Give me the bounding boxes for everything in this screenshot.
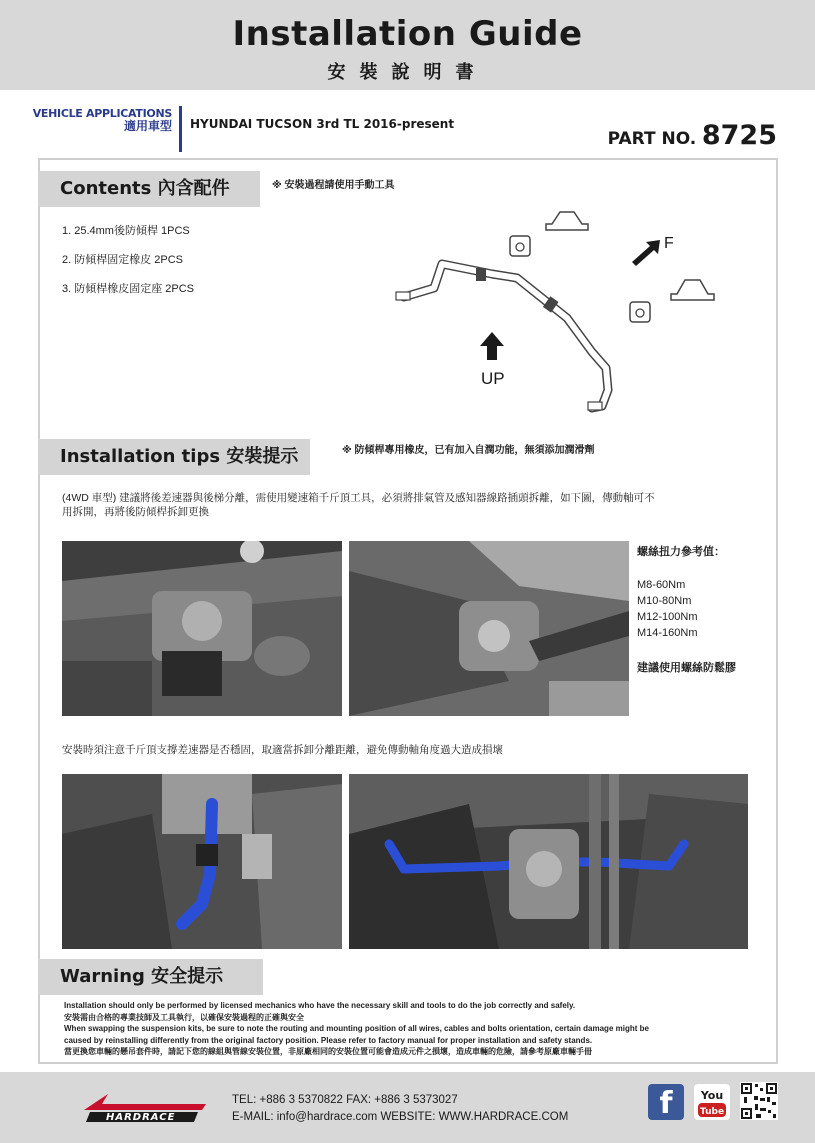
- youtube-text-top: You: [700, 1089, 724, 1102]
- up-label: UP: [481, 369, 505, 388]
- warning-text: [64, 1000, 764, 1058]
- vehicle-value: HYUNDAI TUCSON 3rd TL 2016-present: [190, 117, 455, 131]
- vehicle-label-zh: 適用車型: [123, 118, 172, 133]
- sway-bar-diagram: [392, 202, 732, 432]
- youtube-text-bottom: Tube: [699, 1107, 725, 1117]
- torque-item: M14-160Nm: [637, 627, 698, 639]
- contact-info: [232, 1092, 568, 1126]
- qr-code-icon[interactable]: [740, 1082, 778, 1120]
- sway-bar-fill: [404, 264, 608, 408]
- tips-paragraph-1: [62, 491, 762, 519]
- tips-note: ※ 防傾桿專用橡皮，已有加入自潤功能，無須添加潤滑劑: [342, 445, 595, 456]
- hardrace-logo: [80, 1090, 210, 1124]
- vehicle-applications-label: [33, 108, 172, 132]
- part-number: [608, 120, 777, 151]
- tips-paragraph-2: 安裝時須注意千斤頂支撐差速器是否穩固，取適當拆卸分離距離，避免傳動軸角度過大造成損壞: [62, 744, 503, 756]
- warning-section-title: Warning 安全提示: [38, 959, 263, 995]
- bushing-icon: [630, 302, 650, 322]
- front-arrow-icon: [632, 240, 660, 266]
- vehicle-label-en: VEHICLE APPLICATIONS: [32, 107, 172, 120]
- warning-line: Installation should only be performed by licensed mechanics who have the necessary skill and tools to do the job correctly and safely.: [64, 1001, 576, 1010]
- list-item: 1. 25.4mm後防傾桿 1PCS: [62, 225, 190, 237]
- warning-line: When swapping the suspension kits, be sure to note the routing and mounting position of all wires, cables and bolts orientation, certain damage might be: [64, 1024, 649, 1033]
- contents-section-title: Contents 內含配件: [38, 171, 260, 207]
- front-label: F: [664, 235, 674, 252]
- bar-end-left: [396, 292, 410, 300]
- part-number-label: PART NO.: [607, 129, 697, 149]
- photo-installed-bar-side: [62, 774, 342, 949]
- bar-end-right: [588, 402, 602, 410]
- bushing-icon: [510, 236, 530, 256]
- list-item: 2. 防傾桿固定橡皮 2PCS: [62, 254, 184, 266]
- vehicle-divider: [179, 106, 182, 152]
- torque-reference: [637, 543, 736, 675]
- contents-note: ※ 安裝過程請使用手動工具: [272, 180, 395, 191]
- torque-item: M10-80Nm: [637, 595, 692, 607]
- warning-line: 安裝需由合格的專業技師及工具執行，以確保安裝過程的正確與安全: [64, 1012, 304, 1022]
- photo-installed-bar-full: [349, 774, 748, 949]
- up-arrow-icon: [480, 332, 504, 360]
- contents-list: [62, 224, 194, 311]
- youtube-icon[interactable]: [694, 1084, 730, 1120]
- torque-item: M12-100Nm: [637, 611, 698, 623]
- bracket-icon: [546, 212, 588, 230]
- bar-bushing-left: [476, 268, 486, 281]
- contact-email-website: E-MAIL: info@hardrace.com WEBSITE: WWW.HARDRACE.COM: [232, 1111, 569, 1123]
- torque-item: M8-60Nm: [637, 579, 686, 591]
- photo-driveshaft-underside: [349, 541, 629, 716]
- facebook-icon[interactable]: f: [648, 1084, 684, 1120]
- list-item: 3. 防傾桿橡皮固定座 2PCS: [62, 283, 195, 295]
- warning-line: caused by reinstalling differently from the original factory position. Please refer to factory manual for proper installation and safety stands.: [64, 1035, 593, 1045]
- part-number-value: 8725: [701, 120, 777, 151]
- tips-section-title: Installation tips 安裝提示: [38, 439, 310, 475]
- tips-para1-line2: 用拆開，再將後防傾桿拆卸更換: [62, 506, 209, 518]
- logo-text: HARDRACE: [106, 1112, 176, 1123]
- torque-note: 建議使用螺絲防鬆膠: [637, 662, 736, 674]
- warning-line: 當更換您車輛的懸吊套件時，請記下您的線組與管線安裝位置，非原廠相同的安裝位置可能會造成元件之損壞，造成車輛的危險，請參考原廠車輛手冊: [64, 1047, 592, 1056]
- contact-tel-fax: TEL: +886 3 5370822 FAX: +886 3 5373027: [232, 1094, 458, 1106]
- tips-para1-line1: (4WD 車型) 建議將後差速器與後梯分離，需使用變速箱千斤頂工具，必須將排氣管及感知器線路插頭拆離，如下圖，傳動軸可不: [62, 492, 655, 504]
- photo-differential-underside: [62, 541, 342, 716]
- torque-title: 螺絲扭力參考值：: [637, 546, 725, 558]
- page-title: Installation Guide: [232, 14, 583, 54]
- bracket-icon: [671, 280, 714, 300]
- page-subtitle: 安裝說明書: [327, 62, 488, 83]
